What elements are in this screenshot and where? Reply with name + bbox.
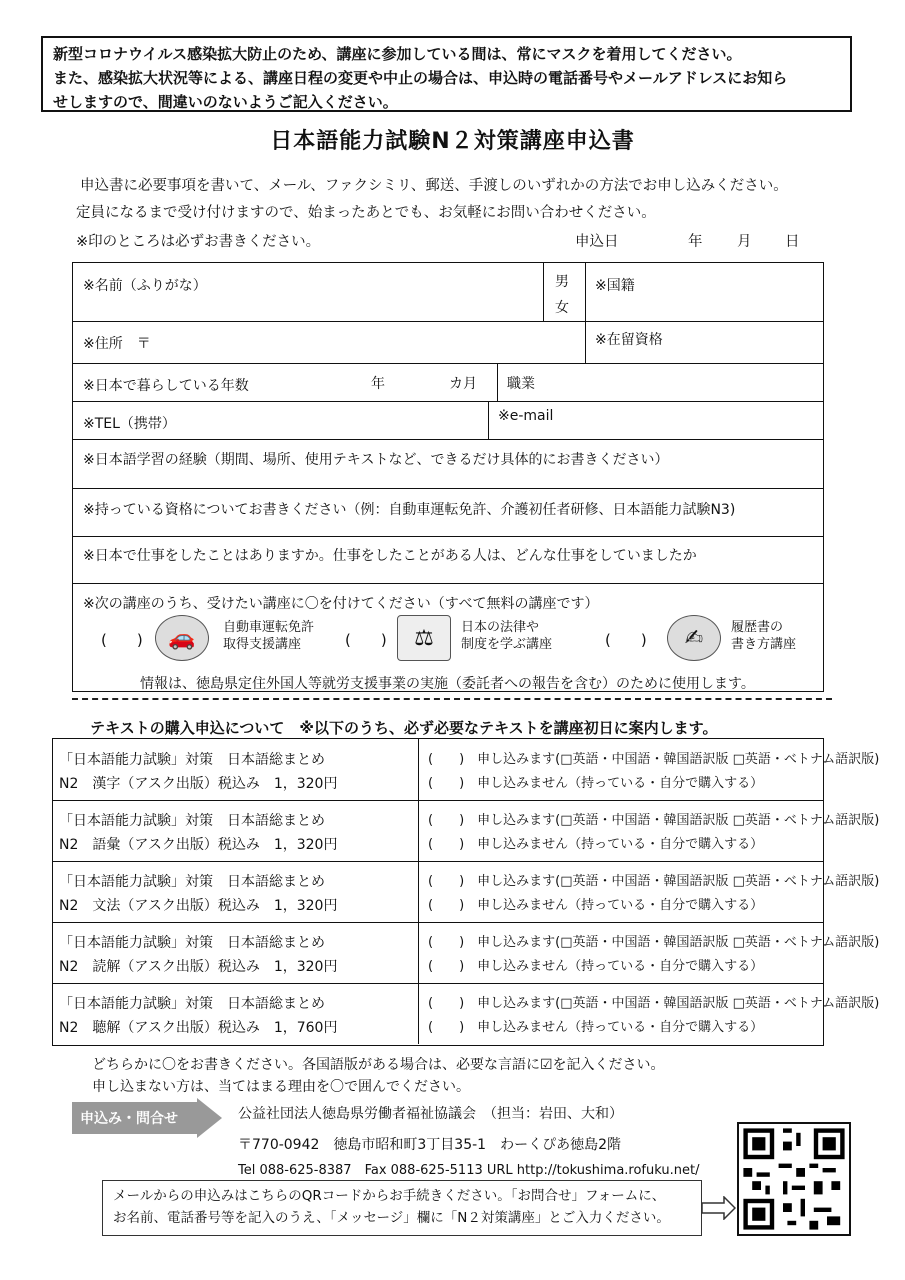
work-experience-field[interactable]: ※日本で仕事をしたことはありますか。仕事をしたことがある人は、どんな仕事をしていましたか xyxy=(83,548,697,564)
notice-line-3: せしますので、間違いのないようご記入ください。 xyxy=(53,93,398,111)
notice-line-1: 新型コロナウイルス感染拡大防止のため、講座に参加している間は、常にマスクを着用してください。 xyxy=(53,45,742,63)
choice-apply[interactable]: ( ) 申し込みます(□英語・中国語・韓国語訳版 □英語・ベトナム語訳版) xyxy=(428,935,880,950)
choice-decline[interactable]: ( ) 申し込みません（持っている・自分で購入する） xyxy=(428,1020,764,1035)
textbook-title-line-2: N2 聴解（アスク出版）税込み 1，760円 xyxy=(59,1020,338,1036)
textbook-choices xyxy=(428,748,879,796)
years-in-japan-field[interactable]: ※日本で暮らしている年数 xyxy=(83,378,249,394)
car-icon: 🚗 xyxy=(155,615,209,661)
course-1-label xyxy=(223,619,314,653)
course-2-line-2: 制度を学ぶ講座 xyxy=(461,637,553,652)
textbook-row xyxy=(53,861,880,922)
course-2-line-1: 日本の法律や xyxy=(461,620,540,635)
date-month-label: 月 xyxy=(737,234,752,250)
courses-prompt: ※次の講座のうち、受けたい講座に〇を付けてください（すべて無料の講座です） xyxy=(83,596,599,612)
occupation-field[interactable]: 職業 xyxy=(507,376,535,392)
textbook-title-line-1: 「日本語能力試験」対策 日本語総まとめ xyxy=(59,935,325,951)
date-year-label: 年 xyxy=(688,234,703,250)
resume-writing-icon: ✍ xyxy=(667,615,721,661)
residence-status-field[interactable]: ※在留資格 xyxy=(595,332,663,348)
textbook-title-line-2: N2 漢字（アスク出版）税込み 1，320円 xyxy=(59,776,338,792)
textbook-title-line-2: N2 文法（アスク出版）税込み 1，320円 xyxy=(59,898,338,914)
tel-field[interactable]: ※TEL（携帯） xyxy=(83,416,176,432)
instruction-line-1: どちらかに〇をお書きください。各国語版がある場合は、必要な言語に☑を記入ください。 xyxy=(92,1057,665,1073)
gender-male-option[interactable]: 男 xyxy=(555,274,569,290)
date-day-label: 日 xyxy=(785,234,800,250)
dashed-divider xyxy=(72,698,832,700)
contact-phone-fax-url[interactable]: Tel 088-625-8387 Fax 088-625-5113 URL http://tokushima.rofuku.net/ xyxy=(238,1163,700,1178)
textbook-title xyxy=(59,992,337,1040)
textbook-title-line-1: 「日本語能力試験」対策 日本語総まとめ xyxy=(59,813,325,829)
course-2-label xyxy=(461,619,552,653)
qr-note-line-2: お名前、電話番号等を記入のうえ、「メッセージ」欄に「N２対策講座」とご入力ください。 xyxy=(113,1210,670,1226)
nationality-field[interactable]: ※国籍 xyxy=(595,278,635,294)
textbook-title xyxy=(59,809,337,857)
textbook-title xyxy=(59,870,337,918)
textbook-heading: テキストの購入申込について ※以下のうち、必ず必要なテキストを講座初日に案内します。 xyxy=(90,719,718,737)
choice-decline[interactable]: ( ) 申し込みません（持っている・自分で購入する） xyxy=(428,959,764,974)
law-book-icon: ⚖ xyxy=(397,615,451,661)
organization-address: 〒770-0942 徳島市昭和町3丁目35-1 わーくぴあ徳島2階 xyxy=(238,1137,621,1153)
textbook-title-line-2: N2 読解（アスク出版）税込み 1，320円 xyxy=(59,959,338,975)
form-title: 日本語能力試験N２対策講座申込書 xyxy=(270,129,635,154)
course-1-checkbox[interactable]: ( ) xyxy=(101,631,143,649)
course-1-line-1: 自動車運転免許 xyxy=(223,620,315,635)
textbook-row xyxy=(53,983,880,1044)
textbook-choices xyxy=(428,931,879,979)
choice-decline[interactable]: ( ) 申し込みません（持っている・自分で購入する） xyxy=(428,837,764,852)
textbook-row xyxy=(53,800,880,861)
textbook-choices xyxy=(428,809,879,857)
course-3-checkbox[interactable]: ( ) xyxy=(605,631,647,649)
qualifications-field[interactable]: ※持っている資格についてお書きください（例：自動車運転免許、介護初任者研修、日本語能力試験N3) xyxy=(83,502,736,518)
textbook-title-line-2: N2 語彙（アスク出版）税込み 1，320円 xyxy=(59,837,338,853)
textbook-row xyxy=(53,739,880,800)
application-date-label: 申込日 xyxy=(575,234,619,250)
choice-apply[interactable]: ( ) 申し込みます(□英語・中国語・韓国語訳版 □英語・ベトナム語訳版) xyxy=(428,752,880,767)
course-1-line-2: 取得支援講座 xyxy=(223,637,302,652)
textbook-title-line-1: 「日本語能力試験」対策 日本語総まとめ xyxy=(59,874,325,890)
textbook-title-line-1: 「日本語能力試験」対策 日本語総まとめ xyxy=(59,752,325,768)
qr-note-line-1: メールからの申込みはこちらのQRコードからお手続きください。「お問合せ」フォームに、 xyxy=(113,1188,666,1204)
textbook-title xyxy=(59,748,337,796)
textbook-row xyxy=(53,922,880,983)
organization-name: 公益社団法人徳島県労働者福祉協議会 （担当：岩田、大和） xyxy=(238,1106,623,1122)
choice-apply[interactable]: ( ) 申し込みます(□英語・中国語・韓国語訳版 □英語・ベトナム語訳版) xyxy=(428,996,880,1011)
textbook-choices xyxy=(428,870,879,918)
years-unit: 年 xyxy=(371,376,385,392)
textbook-table xyxy=(52,738,880,1046)
textbook-title xyxy=(59,931,337,979)
textbook-title-line-1: 「日本語能力試験」対策 日本語総まとめ xyxy=(59,996,325,1012)
choice-decline[interactable]: ( ) 申し込みません（持っている・自分で購入する） xyxy=(428,898,764,913)
course-3-label xyxy=(731,619,796,653)
intro-line-3: ※印のところは必ずお書きください。 xyxy=(76,234,321,250)
usage-note: 情報は、徳島県定住外国人等就労支援事業の実施（委託者への報告を含む）のために使用します。 xyxy=(140,676,755,692)
course-3-line-2: 書き方講座 xyxy=(731,637,797,652)
notice-line-2: また、感染拡大状況等による、講座日程の変更や中止の場合は、申込時の電話番号やメールアドレスにお知ら xyxy=(53,69,788,87)
name-field[interactable]: ※名前（ふりがな） xyxy=(83,278,207,294)
months-unit: カ月 xyxy=(449,376,477,392)
address-field[interactable]: ※住所 〒 xyxy=(83,336,151,352)
textbook-choices xyxy=(428,992,879,1040)
application-form xyxy=(72,262,824,692)
qr-instructions-box xyxy=(102,1180,702,1236)
course-2-checkbox[interactable]: ( ) xyxy=(345,631,387,649)
instruction-line-2: 申し込まない方は、当てはまる理由を〇で囲んでください。 xyxy=(92,1079,470,1095)
email-field[interactable]: ※e-mail xyxy=(498,408,554,424)
course-3-line-1: 履歴書の xyxy=(731,620,784,635)
arrow-right-icon xyxy=(702,1196,736,1220)
choice-apply[interactable]: ( ) 申し込みます(□英語・中国語・韓国語訳版 □英語・ベトナム語訳版) xyxy=(428,874,880,889)
covid-notice-box xyxy=(41,36,852,112)
qr-code-icon[interactable] xyxy=(737,1122,851,1236)
intro-line-1: 申込書に必要事項を書いて、メール、ファクシミリ、郵送、手渡しのいずれかの方法でお申し込みください。 xyxy=(80,178,788,194)
apply-contact-label: 申込み・問合せ xyxy=(80,1111,178,1127)
study-experience-field[interactable]: ※日本語学習の経験（期間、場所、使用テキストなど、できるだけ具体的にお書きください） xyxy=(83,452,669,468)
choice-decline[interactable]: ( ) 申し込みません（持っている・自分で購入する） xyxy=(428,776,764,791)
intro-line-2: 定員になるまで受け付けますので、始まったあとでも、お気軽にお問い合わせください。 xyxy=(76,205,656,221)
choice-apply[interactable]: ( ) 申し込みます(□英語・中国語・韓国語訳版 □英語・ベトナム語訳版) xyxy=(428,813,880,828)
gender-female-option[interactable]: 女 xyxy=(555,300,569,316)
